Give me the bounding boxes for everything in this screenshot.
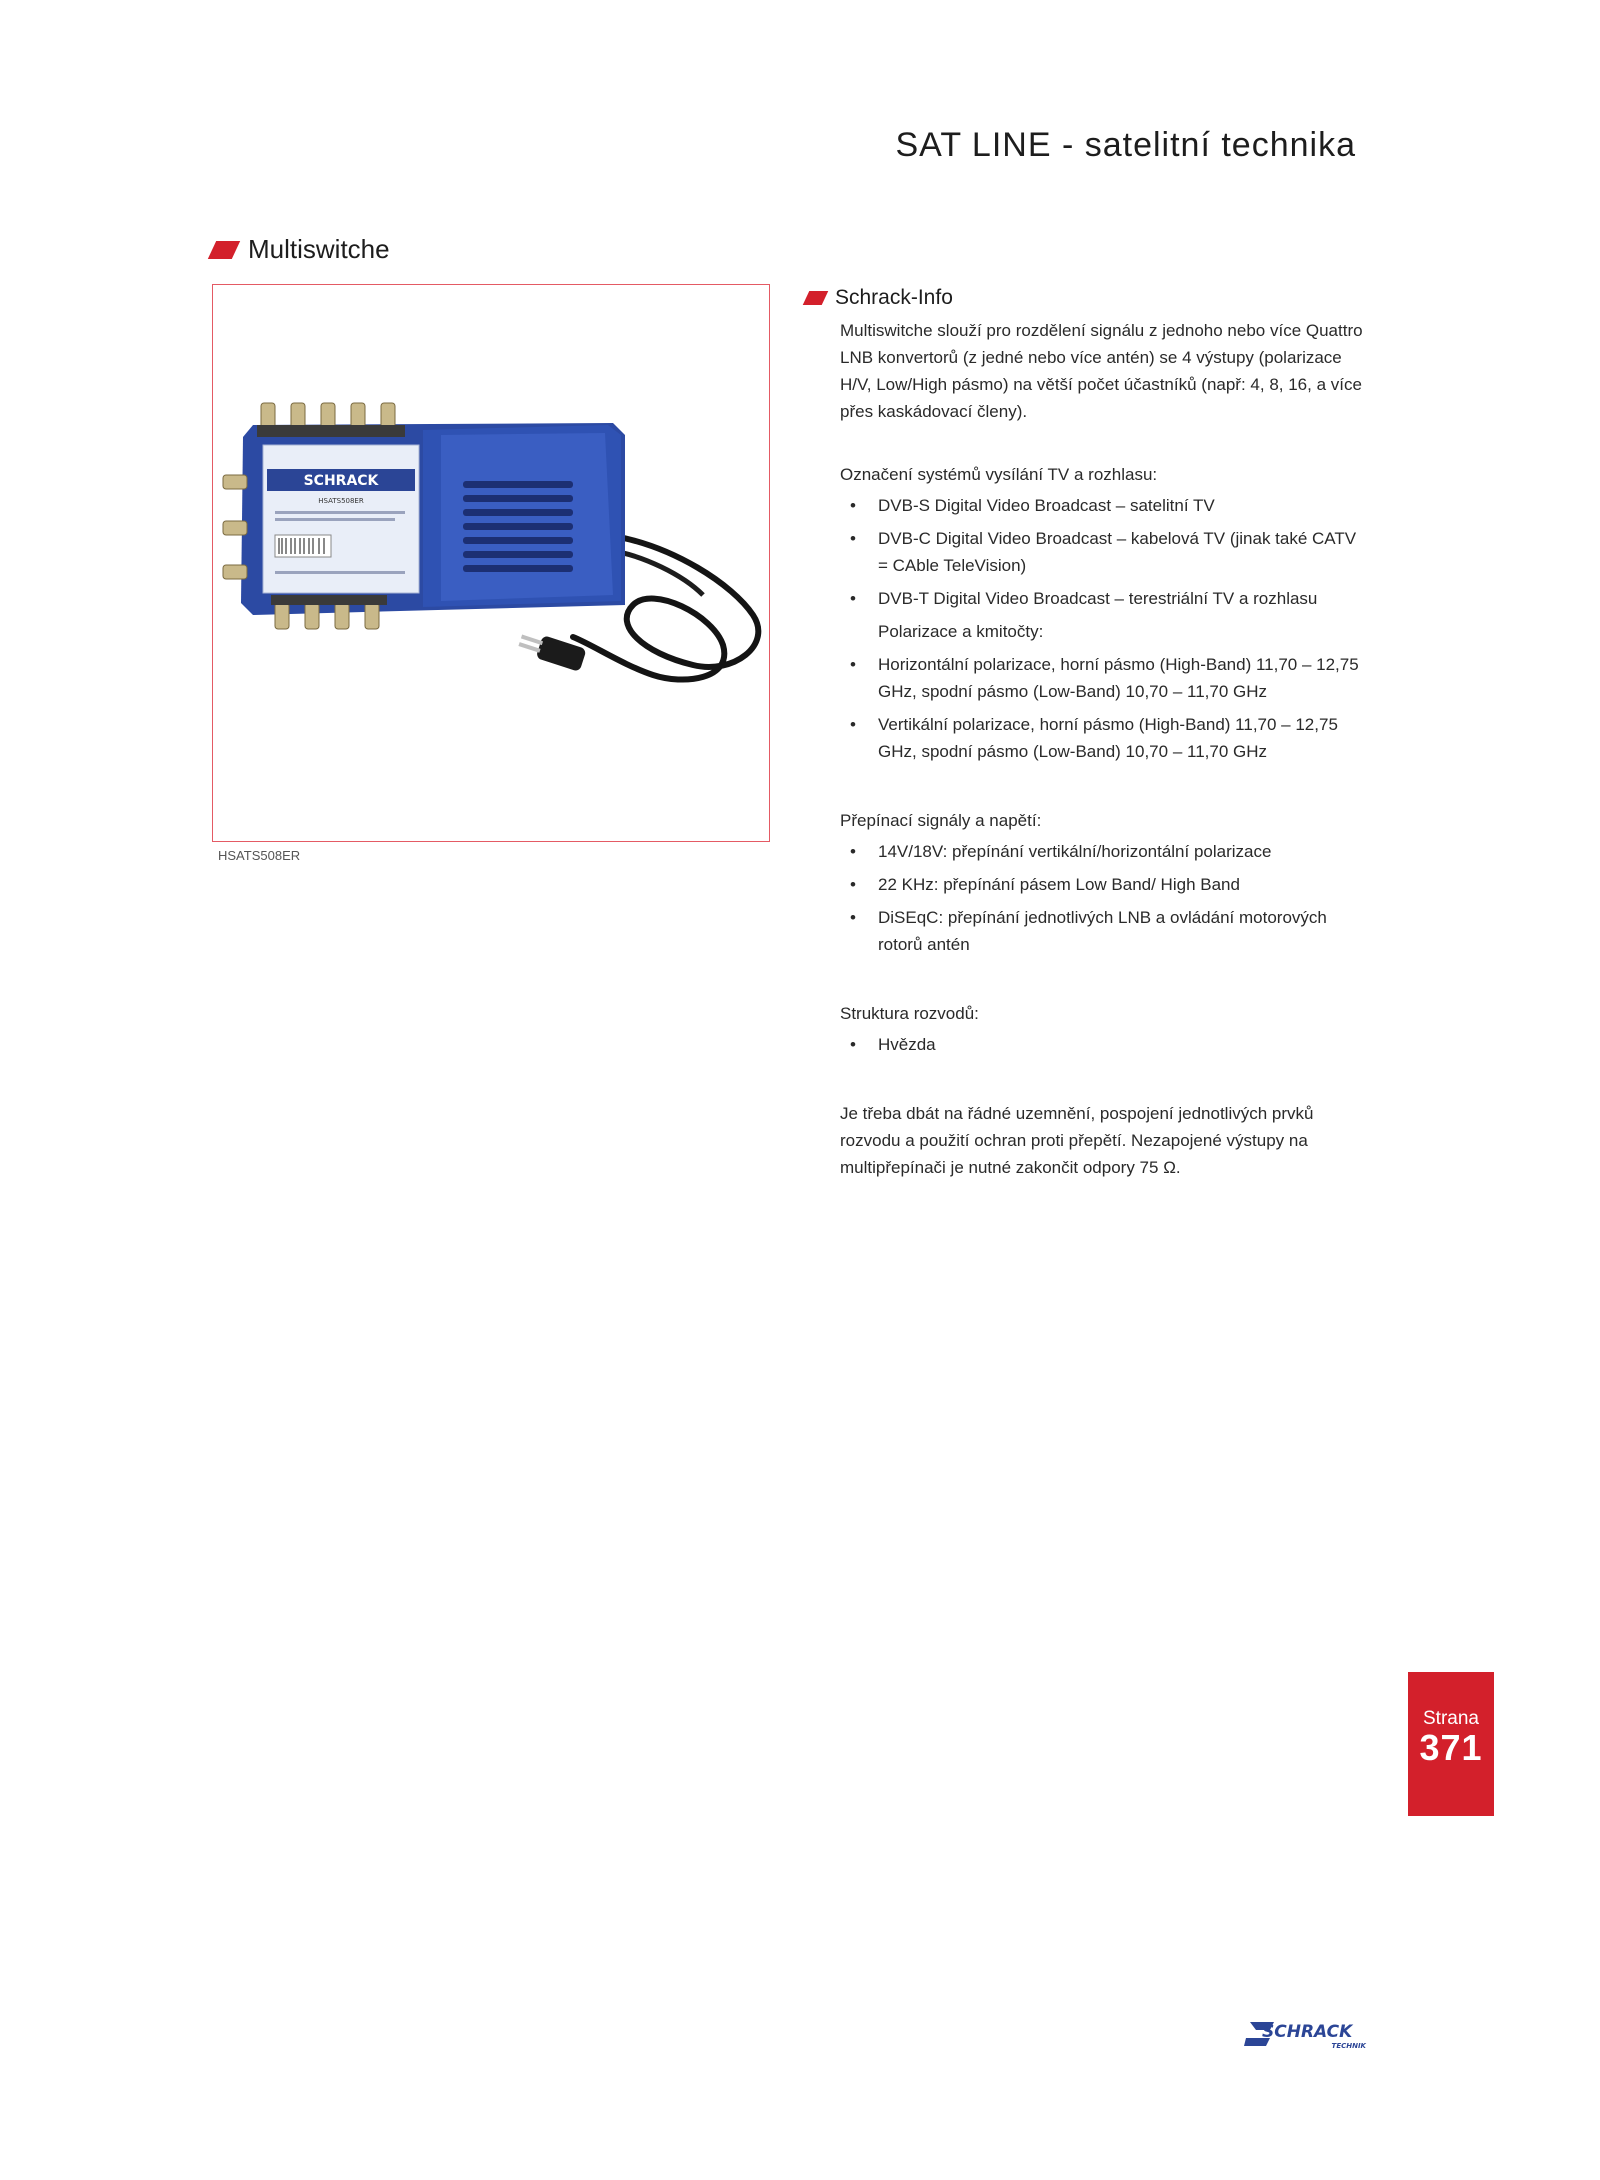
list-item: • DiSEqC: přepínání jednotlivých LNB a ovládání motorových rotorů antén: [878, 904, 1366, 958]
list-item: • Horizontální polarizace, horní pásmo (High-Band) 11,70 – 12,75 GHz, spodní pásmo (Low-Band) 10,70 – 11,70 GHz: [878, 651, 1366, 705]
info-marker-icon: [803, 291, 829, 305]
page-title: SAT LINE - satelitní technika: [895, 126, 1356, 164]
section-marker-icon: [208, 241, 240, 259]
switching-label: Přepínací signály a napětí:: [840, 811, 1042, 830]
list-item: • Hvězda: [878, 1031, 1366, 1058]
product-caption: HSATS508ER: [218, 848, 301, 863]
info-intro: Multiswitche slouží pro rozdělení signálu z jednoho nebo více Quattro LNB konvertorů (z jedné nebo více antén) se 4 výstupy (polarizace H/V, Low/High pásmo) na větší počet účastníků (např: 4, 8, 16, a více přes kaskádovací členy).: [840, 321, 1363, 421]
page-number-badge: [1408, 1672, 1494, 1816]
switching-list: [806, 838, 1366, 958]
logo-sub-text: TECHNIK: [1331, 2042, 1366, 2050]
section-title: Multiswitche: [248, 234, 390, 264]
list-item: • DVB-C Digital Video Broadcast – kabelová TV (jinak také CATV = CAble TeleVision): [878, 525, 1366, 579]
info-note: Je třeba dbát na řádné uzemnění, pospojení jednotlivých prvků rozvodu a použití ochran proti přepětí. Nezapojené výstupy na multipřepínači je nutné zakončit odpory 75 Ω.: [840, 1104, 1314, 1177]
page-badge-label: Strana: [1423, 1708, 1479, 1729]
systems-list: [806, 492, 1366, 612]
section-heading: [212, 234, 390, 265]
systems-label: Označení systémů vysílání TV a rozhlasu:: [840, 465, 1158, 484]
schrack-logo: [1244, 2016, 1368, 2052]
polarization-label: Polarizace a kmitočty:: [878, 622, 1044, 641]
product-photo-frame: [212, 284, 770, 842]
page-number: 371: [1419, 1727, 1483, 1768]
polarization-list: [806, 651, 1366, 765]
info-heading-text: Schrack-Info: [835, 286, 953, 309]
list-item: • 22 KHz: přepínání pásem Low Band/ High Band: [878, 871, 1366, 898]
device-brand: SCHRACK: [303, 473, 379, 489]
list-item: • 14V/18V: přepínání vertikální/horizontální polarizace: [878, 838, 1366, 865]
info-heading: [806, 284, 1366, 311]
structure-list: [806, 1031, 1366, 1058]
list-item: • DVB-T Digital Video Broadcast – terestriální TV a rozhlasu: [878, 585, 1366, 612]
device-model-label: HSATS508ER: [318, 497, 364, 505]
schrack-info-panel: [806, 284, 1366, 1181]
logo-brand-text: SCHRACK: [1262, 2022, 1353, 2042]
structure-label: Struktura rozvodů:: [840, 1004, 979, 1023]
multiswitch-product-image: [213, 285, 769, 841]
list-item: • Vertikální polarizace, horní pásmo (High-Band) 11,70 – 12,75 GHz, spodní pásmo (Low-Band) 10,70 – 11,70 GHz: [878, 711, 1366, 765]
list-item: • DVB-S Digital Video Broadcast – satelitní TV: [878, 492, 1366, 519]
